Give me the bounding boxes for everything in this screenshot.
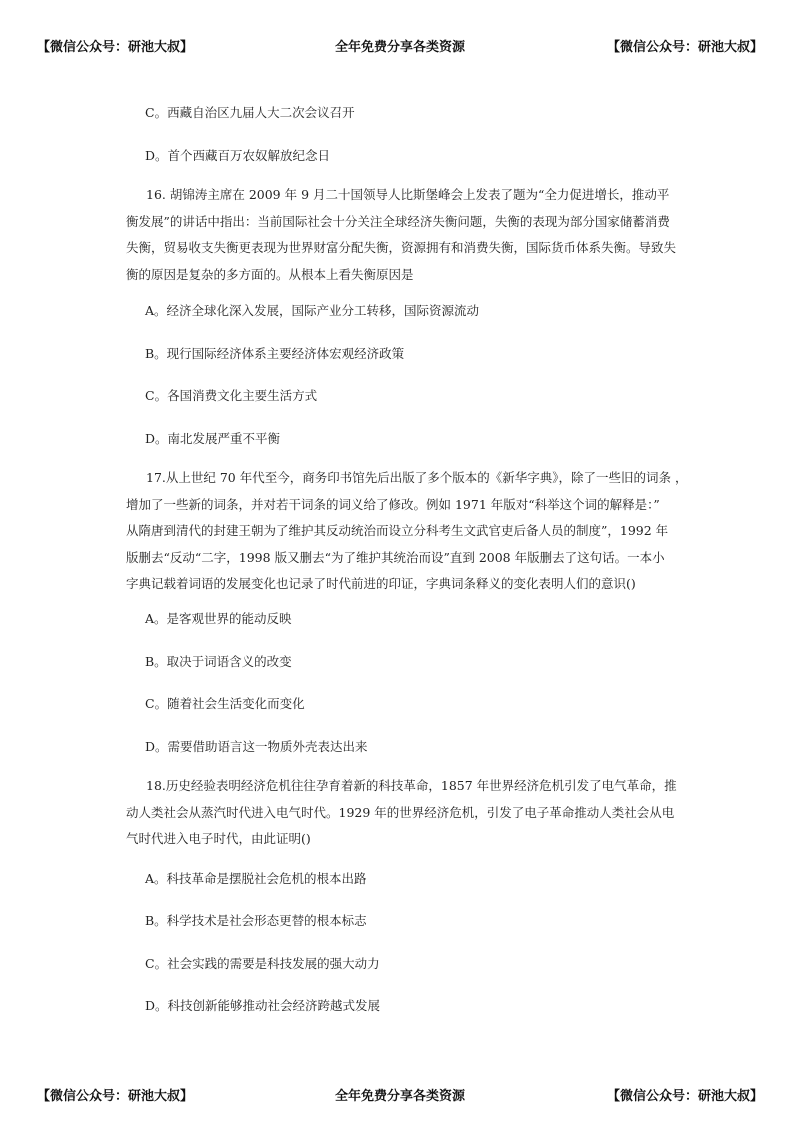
q18-option-a: A。科技革命是摆脱社会危机的根本出路 (145, 871, 367, 886)
page-header (0, 36, 800, 56)
q16-option-a: A。经济全球化深入发展，国际产业分工转移，国际资源流动 (145, 303, 480, 318)
q16-option-b: B。现行国际经济体系主要经济体宏观经济政策 (145, 346, 405, 361)
q16-option-d: D。南北发展严重不平衡 (145, 431, 281, 446)
header-center-text: 全年免费分享各类资源 (334, 40, 465, 55)
q17-option-d: D。需要借助语言这一物质外壳表达出来 (145, 739, 368, 754)
q15-option-c: C。西藏自治区九届人大二次会议召开 (145, 105, 355, 120)
footer-center-text: 全年免费分享各类资源 (334, 1089, 465, 1104)
q18-option-b: B。科学技术是社会形态更替的根本标志 (145, 913, 367, 928)
footer-right-text: 【微信公众号：研池大叔】 (606, 1089, 763, 1104)
question-16-line: 衡的原因是复杂的多方面的。从根本上看失衡原因是 (126, 266, 414, 282)
q18-option-d: D。科技创新能够推动社会经济跨越式发展 (145, 998, 381, 1013)
question-17-line: 增加了一些新的词条，并对若干词条的词义给了修改。例如 1971 年版对“科举这个词的解释是：” (126, 496, 660, 512)
q18-option-c: C。社会实践的需要是科技发展的强大动力 (145, 956, 380, 971)
question-18 (126, 773, 696, 853)
footer-left-text: 【微信公众号：研池大叔】 (37, 1089, 194, 1104)
question-16-line: 失衡，贸易收支失衡更表现为世界财富分配失衡，资源拥有和消费失衡，国际货币体系失衡。导致失 (126, 240, 677, 256)
question-18-line: 动人类社会从蒸汽时代进入电气时代。1929 年的世界经济危机，引发了电子革命推动人类社会从电 (126, 804, 675, 820)
q15-option-d: D。首个西藏百万农奴解放纪念日 (145, 148, 331, 163)
header-right-text: 【微信公众号：研池大叔】 (606, 40, 763, 55)
question-17-line: 字典记载着词语的发展变化也记录了时代前进的印证，字典词条释义的变化表明人们的意识() (126, 576, 636, 592)
question-18-line: 18.历史经验表明经济危机往往孕育着新的科技革命，1857 年世界经济危机引发了电气革命，推 (146, 778, 677, 793)
q17-option-a: A。是客观世界的能动反映 (145, 611, 292, 626)
page-footer (0, 1085, 800, 1105)
q16-option-c: C。各国消费文化主要生活方式 (145, 388, 318, 403)
question-18-line: 气时代进入电子时代，由此证明() (126, 831, 311, 847)
q17-option-c: C。随着社会生活变化而变化 (145, 696, 305, 711)
question-16-line: 16. 胡锦涛主席在 2009 年 9 月二十国领导人比斯堡峰会上发表了题为“全力促进增长，推动平 (146, 187, 670, 202)
question-17-line: 版删去“反动“二字，1998 版又删去“为了维护其统治而设”直到 2008 年版删去了这句话。一本小 (126, 549, 665, 565)
q17-option-b: B。取决于词语含义的改变 (145, 654, 292, 669)
question-17-line: 从隋唐到清代的封建王朝为了维护其反动统治而设立分科考生文武官吏后备人员的制度”，1992 年 (126, 523, 669, 539)
question-17 (126, 465, 696, 598)
question-16-line: 衡发展”的讲话中指出：当前国际社会十分关注全球经济失衡问题，失衡的表现为部分国家储蓄消费 (126, 213, 670, 229)
question-17-line: 17.从上世纪 70 年代至今，商务印书馆先后出版了多个版本的《新华字典》，除了一些旧的词条 ， (146, 470, 688, 485)
question-16 (126, 182, 696, 288)
header-left-text: 【微信公众号：研池大叔】 (37, 40, 194, 55)
